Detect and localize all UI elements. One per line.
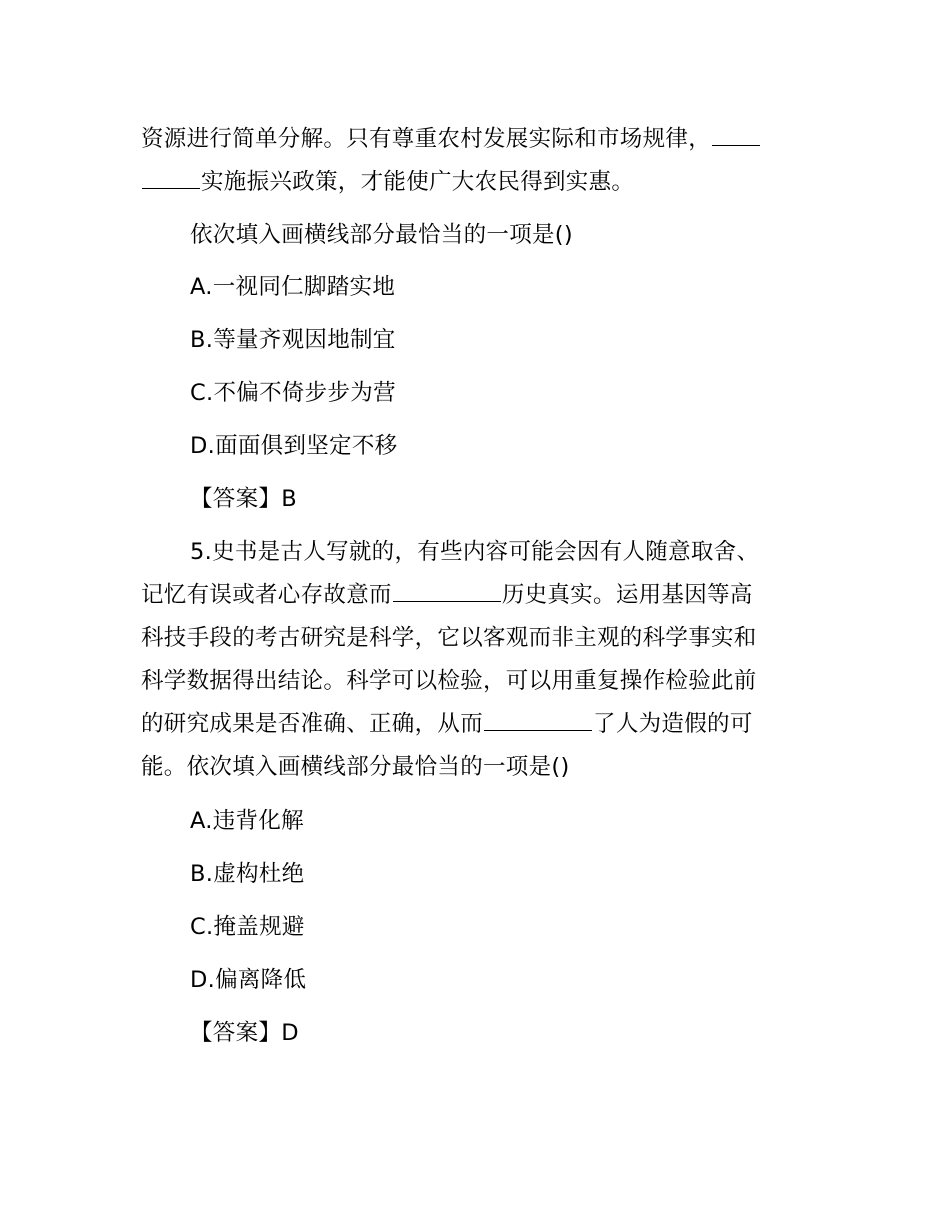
q5-line-5-text-a: 的研究成果是否准确、正确，从而 [141, 711, 484, 737]
q4-option-d: D.面面俱到坚定不移 [190, 433, 398, 459]
continuation-text-2: 实施振兴政策，才能使广大农民得到实惠。 [201, 169, 635, 195]
q5-line-3: 科技手段的考古研究是科学，它以客观而非主观的科学事实和 [141, 625, 757, 651]
q5-line-2-text-b: 历史真实。运用基因等高 [501, 582, 753, 608]
continuation-text-1: 资源进行简单分解。只有尊重农村发展实际和市场规律， [141, 126, 712, 152]
fill-blank [393, 581, 501, 602]
q4-option-c: C.不偏不倚步步为营 [190, 380, 396, 406]
q4-option-b: B.等量齐观因地制宜 [190, 327, 396, 353]
q5-answer: 【答案】D [190, 1020, 299, 1046]
q5-line-2-text-a: 记忆有误或者心存故意而 [141, 582, 392, 608]
q5-option-d: D.偏离降低 [190, 967, 307, 993]
q5-line-5-text-b: 了人为造假的可 [593, 711, 753, 737]
q5-option-c: C.掩盖规避 [190, 914, 305, 940]
q4-answer: 【答案】B [190, 486, 297, 512]
continuation-line-1 [141, 124, 761, 154]
q5-line-2 [141, 580, 753, 610]
q5-line-5 [141, 709, 753, 739]
fill-blank [484, 710, 592, 731]
q4-prompt: 依次填入画横线部分最恰当的一项是() [190, 222, 573, 248]
q5-option-b: B.虚构杜绝 [190, 861, 305, 887]
q5-line-6: 能。依次填入画横线部分最恰当的一项是() [141, 754, 570, 780]
continuation-line-2 [141, 167, 634, 197]
q4-option-a: A.一视同仁脚踏实地 [190, 274, 396, 300]
q5-option-a: A.违背化解 [190, 808, 304, 834]
fill-blank [712, 125, 760, 146]
q5-line-4: 科学数据得出结论。科学可以检验，可以用重复操作检验此前 [141, 668, 757, 694]
q5-line-1: 5.史书是古人写就的，有些内容可能会因有人随意取舍、 [190, 539, 760, 565]
fill-blank [142, 168, 200, 189]
